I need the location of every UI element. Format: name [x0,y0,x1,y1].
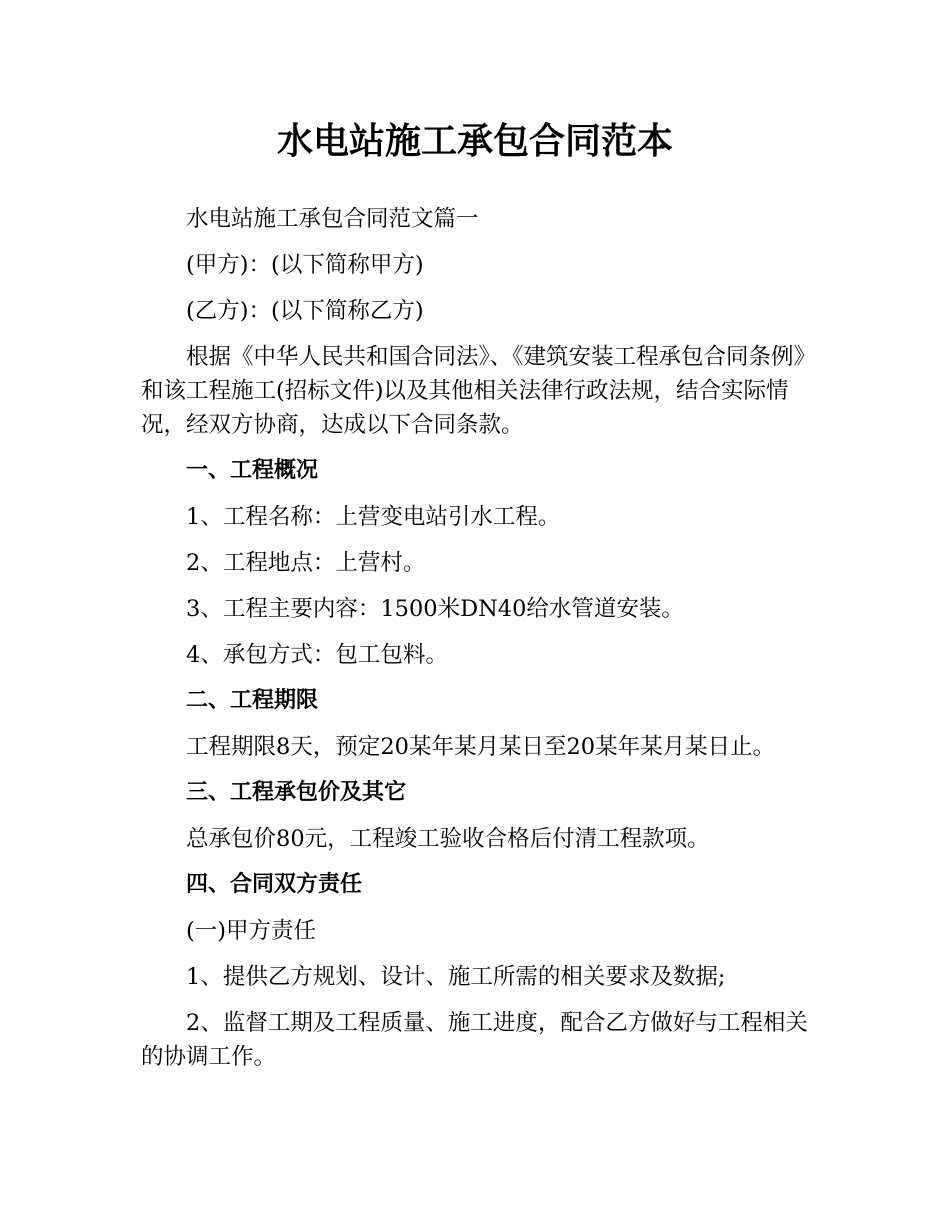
paragraph-price: 总承包价80元，工程竣工验收合格后付清工程款项。 [186,826,710,852]
section-heading-price: 三、工程承包价及其它 [186,780,407,805]
section-heading-responsibilities: 四、合同双方责任 [186,872,363,897]
paragraph-responsibility-1: 1、提供乙方规划、设计、施工所需的相关要求及数据; [186,964,726,990]
paragraph-responsibility-2: 2、监督工期及工程质量、施工进度，配合乙方做好与工程相关的协调工作。 [141,1010,808,1070]
paragraph-party-b: (乙方)：(以下简称乙方) [186,298,424,324]
paragraph-project-name: 1、工程名称：上营变电站引水工程。 [186,504,561,530]
document-body [141,202,811,1086]
paragraph-preamble: 根据《中华人民共和国合同法》、《建筑安装工程承包合同条例》和该工程施工(招标文件)以及其他相关法律行政法规，结合实际情况，经双方协商，达成以下合同条款。 [141,344,805,438]
paragraph-party-a-responsibilities: (一)甲方责任 [186,918,317,944]
paragraph-duration: 工程期限8天，预定20某年某月某日至20某年某月某日止。 [186,734,776,760]
section-heading-overview: 一、工程概况 [186,458,319,483]
paragraph-intro: 水电站施工承包合同范文篇一 [186,206,479,232]
document-title: 水电站施工承包合同范本 [276,121,673,162]
paragraph-project-content: 3、工程主要内容：1500米DN40给水管道安装。 [186,596,684,622]
section-heading-duration: 二、工程期限 [186,688,319,713]
paragraph-contract-mode: 4、承包方式：包工包料。 [186,642,448,668]
paragraph-party-a: (甲方)：(以下简称甲方) [186,252,424,278]
paragraph-project-location: 2、工程地点：上营村。 [186,550,426,576]
